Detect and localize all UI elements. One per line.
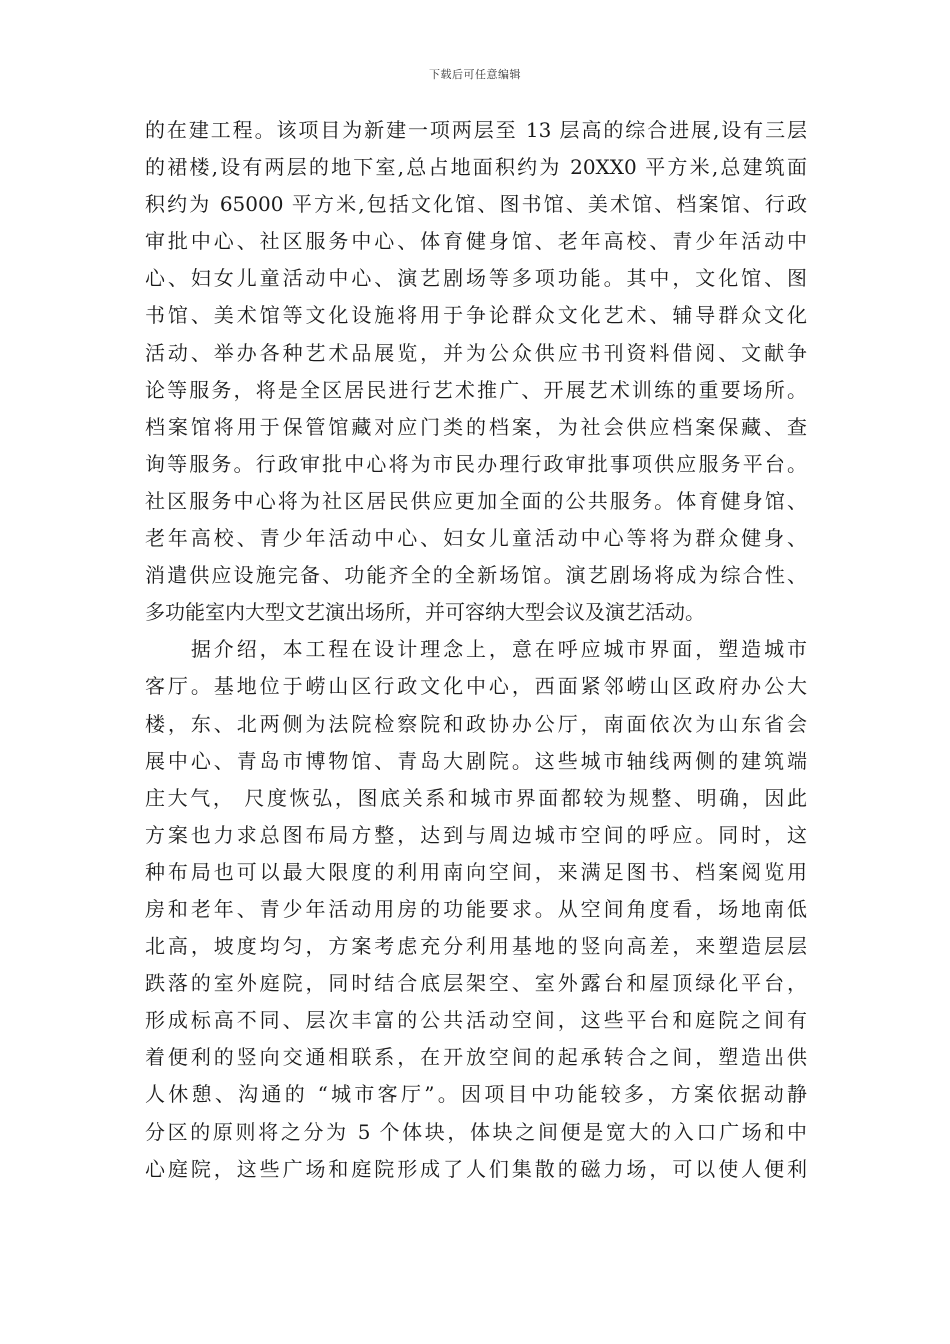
text-line: 楼，东、北两侧为法院检察院和政协办公厅，南面依次为山东省会 (145, 711, 807, 736)
text-line: 房和老年、青少年活动用房的功能要求。从空间角度看，场地南低 (145, 896, 807, 921)
text-line: 消遣供应设施完备、功能齐全的全新场馆。演艺剧场将成为综合性、 (145, 563, 807, 588)
text-line: 审批中心、社区服务中心、体育健身馆、老年高校、青少年活动中 (145, 229, 807, 254)
text-line: 询等服务。行政审批中心将为市民办理行政审批事项供应服务平台。 (145, 451, 807, 476)
text-line: 多功能室内大型文艺演出场所，并可容纳大型会议及演艺活动。 (145, 600, 705, 625)
text-line: 心、妇女儿童活动中心、演艺剧场等多项功能。其中，文化馆、图 (145, 266, 807, 291)
text-line: 人休憩、沟通的 “城市客厅”。因项目中功能较多，方案依据动静 (145, 1082, 807, 1107)
page-header: 下载后可任意编辑 (429, 68, 521, 81)
text-line: 论等服务，将是全区居民进行艺术推广、开展艺术训练的重要场所。 (145, 377, 807, 402)
text-line: 着便利的竖向交通相联系，在开放空间的起承转合之间，塑造出供 (145, 1045, 807, 1070)
text-line: 形成标高不同、层次丰富的公共活动空间，这些平台和庭院之间有 (145, 1008, 807, 1033)
text-line: 客厅。基地位于崂山区行政文化中心，西面紧邻崂山区政府办公大 (145, 674, 807, 699)
text-line: 书馆、美术馆等文化设施将用于争论群众文化艺术、辅导群众文化 (145, 303, 807, 328)
text-line: 分区的原则将之分为 5 个体块，体块之间便是宽大的入口广场和中 (145, 1119, 807, 1144)
text-line: 种布局也可以最大限度的利用南向空间，来满足图书、档案阅览用 (145, 859, 807, 884)
text-line: 跌落的室外庭院，同时结合底层架空、室外露台和屋顶绿化平台， (145, 971, 807, 996)
text-line: 方案也力求总图布局方整，达到与周边城市空间的呼应。同时，这 (145, 822, 807, 847)
document-body (145, 112, 807, 1188)
text-line: 的裙楼,设有两层的地下室,总占地面积约为 20XX0 平方米,总建筑面 (145, 155, 807, 180)
text-line: 展中心、青岛市博物馆、青岛大剧院。这些城市轴线两侧的建筑端 (145, 748, 807, 773)
text-line: 档案馆将用于保管馆藏对应门类的档案，为社会供应档案保藏、查 (145, 414, 807, 439)
text-line: 活动、举办各种艺术品展览，并为公众供应书刊资料借阅、文献争 (145, 340, 807, 365)
text-line: 老年高校、青少年活动中心、妇女儿童活动中心等将为群众健身、 (145, 526, 807, 551)
text-line: 社区服务中心将为社区居民供应更加全面的公共服务。体育健身馆、 (145, 488, 807, 513)
text-line: 据介绍，本工程在设计理念上，意在呼应城市界面，塑造城市 (145, 637, 807, 662)
text-line: 心庭院，这些广场和庭院形成了人们集散的磁力场，可以使人便利 (145, 1156, 807, 1181)
text-line: 积约为 65000 平方米,包括文化馆、图书馆、美术馆、档案馆、行政 (145, 192, 807, 217)
text-line: 庄大气， 尺度恢弘，图底关系和城市界面都较为规整、明确，因此 (145, 785, 807, 810)
text-line: 北高，坡度均匀，方案考虑充分利用基地的竖向高差，来塑造层层 (145, 934, 807, 959)
text-line: 的在建工程。该项目为新建一项两层至 13 层高的综合进展,设有三层 (145, 118, 807, 142)
